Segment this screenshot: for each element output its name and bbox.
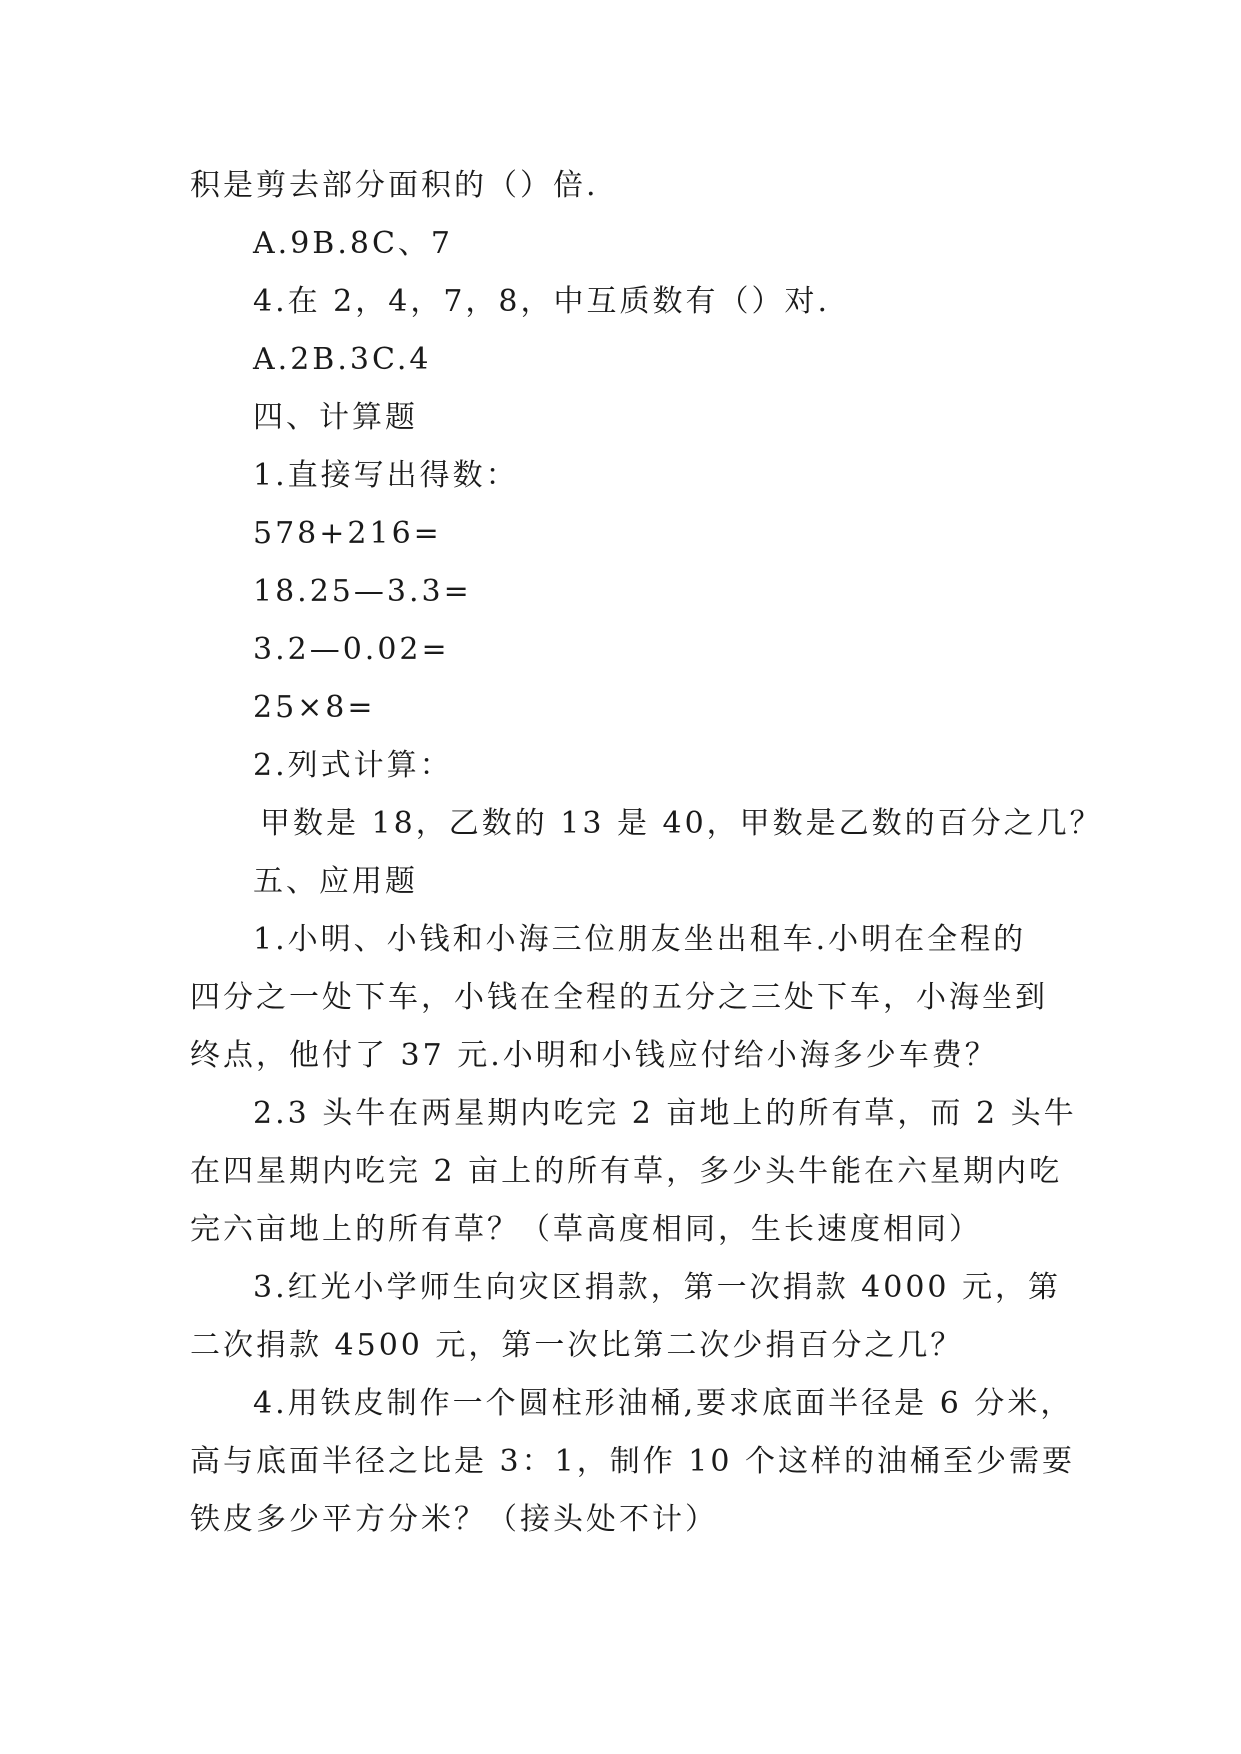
app-question-2-line-2: 在四星期内吃完 2 亩上的所有草，多少头牛能在六星期内吃 [190,1154,1063,1189]
calc-question-2-text: 甲数是 18，乙数的 13 是 40，甲数是乙数的百分之几？ [260,806,1103,841]
app-question-3-line-1: 3.红光小学师生向灾区捐款，第一次捐款 4000 元，第 [253,1270,1062,1305]
calc-question-2: 2.列式计算： [253,748,453,783]
calc-item-2: 18.25—3.3= [253,574,472,609]
calc-question-1: 1.直接写出得数： [253,458,519,493]
calc-item-1: 578+216= [253,516,442,551]
app-question-4-line-2: 高与底面半径之比是 3：1，制作 10 个这样的油桶至少需要 [190,1444,1075,1479]
app-question-3-line-2: 二次捐款 4500 元，第一次比第二次少捐百分之几？ [190,1328,964,1363]
section-heading-calculation: 四、计算题 [253,400,418,435]
question-4: 4.在 2，4，7，8，中互质数有（）对. [253,284,831,319]
app-question-2-line-1: 2.3 头牛在两星期内吃完 2 亩地上的所有草，而 2 头牛 [253,1096,1077,1131]
calc-item-4: 25×8= [253,690,376,725]
app-question-1-line-3: 终点，他付了 37 元.小明和小钱应付给小海多少车费？ [190,1038,998,1073]
app-question-2-line-3: 完六亩地上的所有草？（草高度相同，生长速度相同） [190,1212,982,1247]
app-question-1-line-2: 四分之一处下车，小钱在全程的五分之三处下车，小海坐到 [190,980,1048,1015]
text-line-continuation: 积是剪去部分面积的（）倍. [190,168,599,203]
calc-item-3: 3.2—0.02= [253,632,450,667]
question-3-options: A.9B.8C、7 [253,226,453,261]
section-heading-application: 五、应用题 [253,864,418,899]
app-question-4-line-3: 铁皮多少平方分米？（接头处不计） [190,1502,718,1537]
question-4-options: A.2B.3C.4 [253,342,432,377]
app-question-4-line-1: 4.用铁皮制作一个圆柱形油桶,要求底面半径是 6 分米， [253,1386,1074,1421]
app-question-1-line-1: 1.小明、小钱和小海三位朋友坐出租车.小明在全程的 [253,922,1027,957]
